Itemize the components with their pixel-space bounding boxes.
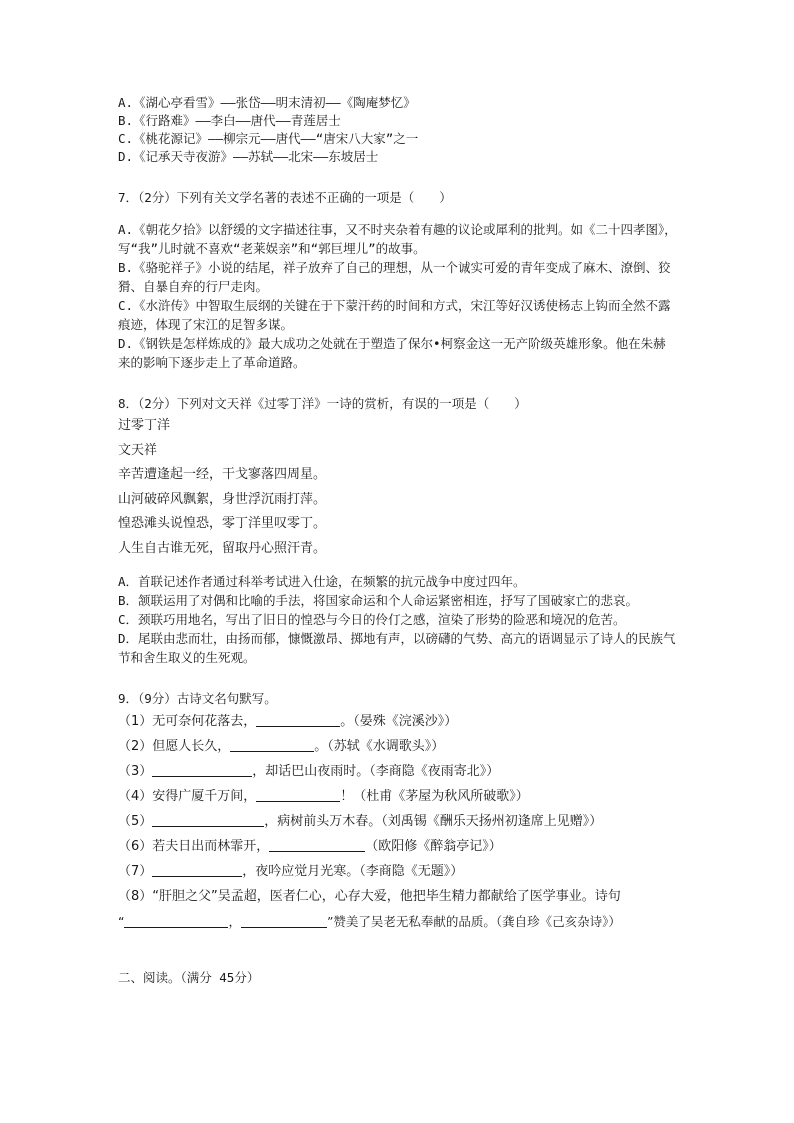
answer-blank[interactable] [230,737,314,752]
item-number: （4） [118,788,153,804]
poem-line: 山河破碎风飘絮，身世浮沉雨打萍。 [118,491,327,507]
item-number: （3） [118,763,153,779]
answer-blank[interactable] [241,913,327,928]
q9-item-3 [118,759,678,784]
item-number: （1） [118,713,153,729]
q9-item-8-line2 [118,909,678,934]
comma: ， [228,913,241,929]
q6-option-a: A.《湖心亭看雪》——张岱——明末清初——《陶庵梦忆》 [118,95,416,110]
item-number: （5） [118,813,153,829]
q8-option-b: B．颔联运用了对偶和比喻的手法，将国家命运和个人命运紧密相连，抒写了国破家亡的悲哀。 [118,592,639,608]
poem-title: 过零丁洋 [118,418,171,433]
answer-blank[interactable] [152,862,242,877]
item-source: ，病树前头万木春。（刘禹锡《酬乐天扬州初逢席上见赠》） [264,813,603,829]
q7-option-b: B.《骆驼祥子》小说的结尾，祥子放弃了自己的理想，从一个诚实可爱的青年变成了麻木、潦倒、狡猾、自暴自弃的行尸走肉。 [118,260,671,294]
section-heading: 二、阅读。（满分 45分） [118,969,260,985]
item-number: （7） [118,863,153,879]
q9-item-1 [118,709,678,734]
answer-blank[interactable] [152,762,252,777]
q9-item-7 [118,859,678,884]
q6-option-c: C.《桃花源记》——柳宗元——唐代——“唐宋八大家”之一 [118,131,419,146]
exam-page [118,94,678,988]
item-text: 但愿人长久， [152,738,231,754]
q9-items [118,709,678,934]
q9-item-2 [118,734,678,759]
item-number: （6） [118,838,153,854]
item-source: ，夜吟应觉月光寒。（李商隐《无题》） [242,863,464,879]
q7-options [118,220,678,372]
poem-line: 辛苦遭逢起一经，干戈寥落四周星。 [118,467,327,483]
q6-option-b: B.《行路难》——李白——唐代——青莲居士 [118,113,341,128]
q7-option-d: D.《钢铁是怎样炼成的》最大成功之处就在于塑造了保尔•柯察金这一无产阶级英雄形象。他在朱赫来的影响下逐步走上了革命道路。 [118,336,666,370]
poem-author: 文天祥 [118,442,158,458]
poem-line: 人生自古谁无死，留取丹心照汗青。 [118,540,327,556]
item-source: ，却话巴山夜雨时。（李商隐《夜雨寄北》） [252,763,500,779]
answer-blank[interactable] [152,812,264,827]
poem-line: 惶恐滩头说惶恐，零丁洋里叹零丁。 [118,516,327,532]
q7-title: 7．（2分）下列有关文学名著的表述不正确的一项是（ ） [118,190,452,205]
item-text: 安得广厦千万间， [152,788,257,804]
item-source: 。（晏殊《浣溪沙》） [340,713,458,729]
q8-option-c: C．颈联巧用地名，写出了旧日的惶恐与今日的伶仃之感，渲染了形势的险恶和境况的危苦。 [118,611,626,627]
answer-blank[interactable] [269,837,365,852]
quote-open: “ [118,913,125,929]
item-source: ！（杜甫《茅屋为秋风所破歌》） [340,788,529,804]
poem [118,414,678,562]
item-source: ”赞美了吴老无私奉献的品质。（龚自珍《己亥杂诗》） [327,913,621,929]
q9-item-4 [118,784,678,809]
item-text: （8）“肝胆之父”吴孟超，医者仁心，心存大爱，他把毕生精力都献给了医学事业。诗句 [118,888,621,904]
item-text: 无可奈何花落去， [152,713,257,729]
answer-blank[interactable] [256,787,340,802]
item-text: 若夫日出而林霏开， [152,838,270,854]
q9-item-6 [118,834,678,859]
item-source: （欧阳修《醉翁亭记》） [365,838,502,854]
answer-blank[interactable] [256,712,340,727]
q8-title: 8．（2分）下列对文天祥《过零丁洋》一诗的赏析，有误的一项是（ ） [118,396,527,411]
q7-option-c: C.《水浒传》中智取生辰纲的关键在于下蒙汗药的时间和方式，宋江等好汉诱使杨志上钩而全然不露痕迹，体现了宋江的足智多谋。 [118,298,671,332]
q9-item-5 [118,809,678,834]
q8-option-a: A．首联记述作者通过科举考试进入仕途，在频繁的抗元战争中度过四年。 [118,573,526,589]
q6-options [118,94,678,166]
q7-option-a: A.《朝花夕拾》以舒缓的文字描述往事，又不时夹杂着有趣的议论或犀利的批判。如《二十四孝图》，写“我”儿时就不喜欢“老莱娱亲”和“郭巨埋儿”的故事。 [118,222,677,256]
q8-option-d: D．尾联由悲而壮，由扬而郁，慷慨激昂、掷地有声，以磅礴的气势、高亢的语调显示了诗人的民族气节和舍生取义的生死观。 [118,630,676,665]
q9-title: 9．（9分）古诗文名句默写。 [118,690,277,706]
q6-option-d: D.《记承天寺夜游》——苏轼——北宋——东坡居士 [118,149,379,164]
item-source: 。（苏轼《水调歌头》） [314,738,445,754]
item-number: （2） [118,738,153,754]
answer-blank[interactable] [124,913,228,928]
q8-options [118,572,678,667]
q9-item-8 [118,884,678,909]
